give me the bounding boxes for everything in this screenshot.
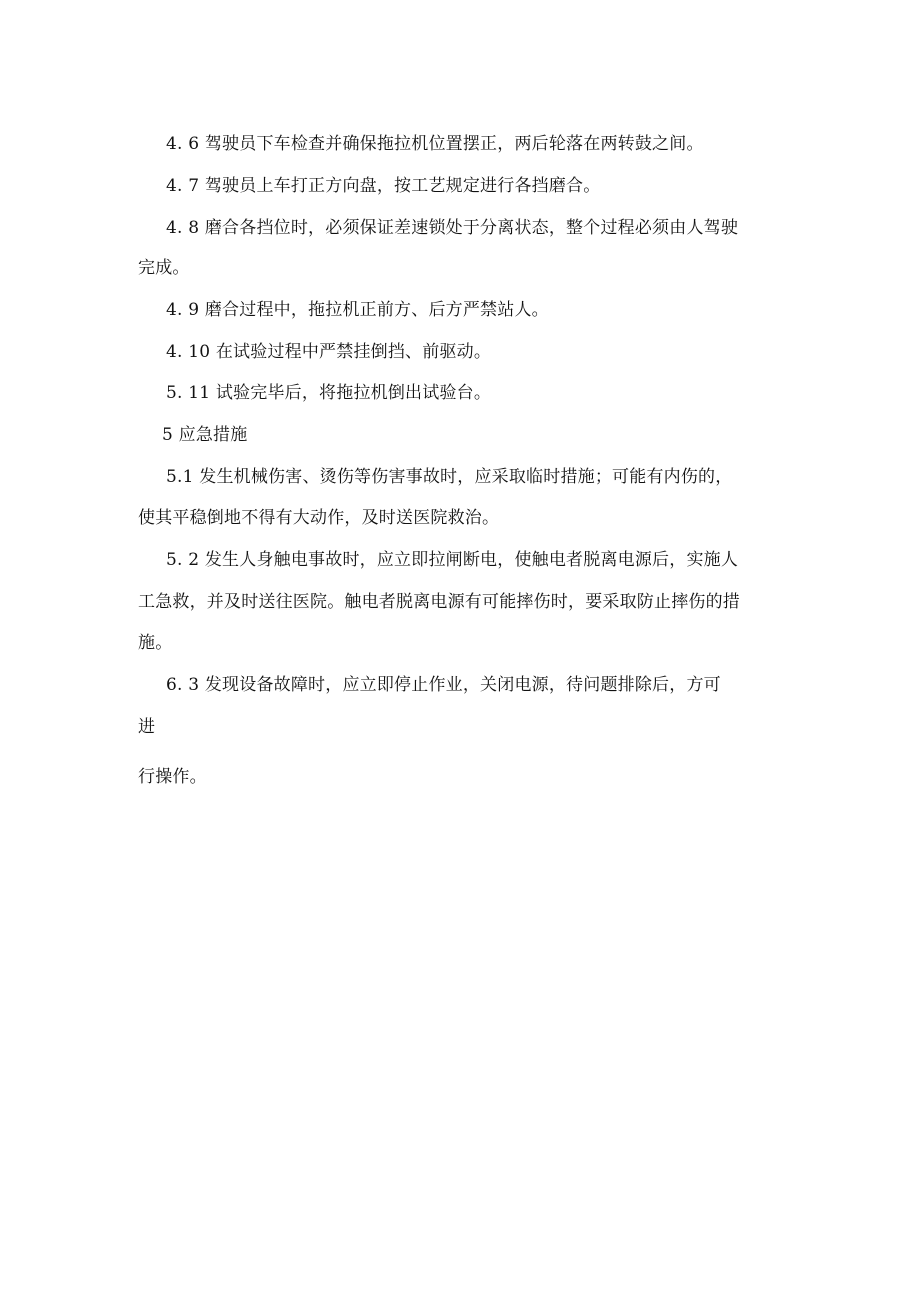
text-line-5-2-cont-2: 施。	[138, 633, 173, 653]
text-line-5-2-cont-1: 工急救，并及时送往医院。触电者脱离电源有可能摔伤时，要采取防止摔伤的措	[138, 592, 740, 612]
text-line-5-11: 5. 11 试验完毕后，将拖拉机倒出试验台。	[166, 383, 492, 403]
section-heading-emergency: 5 应急措施	[162, 425, 248, 445]
text-line-4-8: 4. 8 磨合各挡位时，必须保证差速锁处于分离状态，整个过程必须由人驾驶	[166, 218, 739, 238]
text-line-6-3: 6. 3 发现设备故障时，应立即停止作业，关闭电源，待问题排除后，方可	[166, 675, 721, 695]
text-line-4-6: 4. 6 驾驶员下车检查并确保拖拉机位置摆正，两后轮落在两转鼓之间。	[166, 134, 704, 154]
text-line-6-3-cont-1: 进	[138, 717, 156, 737]
text-line-4-10: 4. 10 在试验过程中严禁挂倒挡、前驱动。	[166, 342, 492, 362]
text-line-6-3-cont-2: 行操作。	[138, 767, 207, 787]
text-line-5-1: 5.1 发生机械伤害、烫伤等伤害事故时，应采取临时措施；可能有内伤的，	[166, 467, 733, 487]
text-line-4-9: 4. 9 磨合过程中，拖拉机正前方、后方严禁站人。	[166, 300, 549, 320]
text-line-4-8-cont: 完成。	[138, 258, 190, 278]
text-line-5-1-cont: 使其平稳倒地不得有大动作，及时送医院救治。	[138, 508, 500, 528]
text-line-5-2: 5. 2 发生人身触电事故时，应立即拉闸断电，使触电者脱离电源后，实施人	[166, 550, 739, 570]
text-line-4-7: 4. 7 驾驶员上车打正方向盘，按工艺规定进行各挡磨合。	[166, 176, 601, 196]
